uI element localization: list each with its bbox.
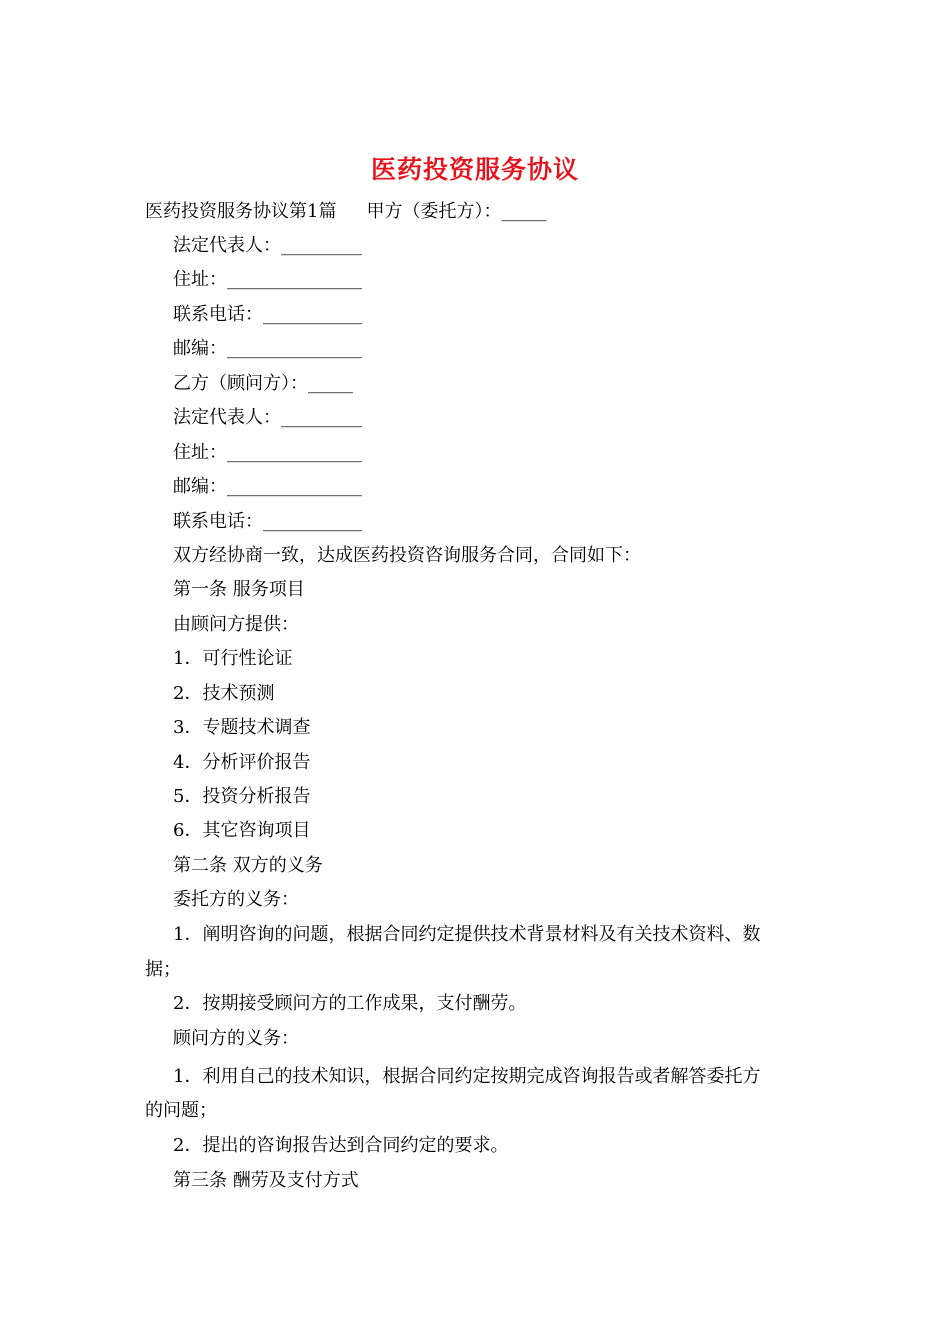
list-item: 4．分析评价报告	[173, 752, 311, 773]
preamble: 双方经协商一致，达成医药投资咨询服务合同，合同如下：	[173, 545, 641, 566]
list-item: 5．投资分析报告	[173, 786, 311, 807]
list-item: 3．专题技术调查	[173, 717, 311, 738]
client-duties-heading: 委托方的义务：	[173, 889, 299, 910]
advisor-duty-1: 1．利用自己的技术知识，根据合同约定按期完成咨询报告或者解答委托方	[173, 1066, 761, 1087]
client-duty-2: 2．按期接受顾问方的工作成果，支付酬劳。	[173, 993, 527, 1014]
intro-line	[145, 201, 546, 223]
client-duty-1: 1．阐明咨询的问题，根据合同约定提供技术背景材料及有关技术资料、数	[173, 924, 761, 945]
party-b-postcode: 邮编：_______________	[173, 476, 362, 497]
article-2-heading: 第二条 双方的义务	[173, 855, 323, 876]
advisor-duty-2: 2．提出的咨询报告达到合同约定的要求。	[173, 1135, 509, 1156]
party-b-legal-rep: 法定代表人：_________	[173, 407, 362, 428]
document-title: 医药投资服务协议	[370, 155, 579, 184]
list-item: 1．可行性论证	[173, 648, 293, 669]
party-b-phone: 联系电话：___________	[173, 511, 362, 532]
party-a-phone: 联系电话：___________	[173, 304, 362, 325]
party-a-name: 甲方（委托方）：_____	[366, 201, 547, 222]
party-a-postcode: 邮编：_______________	[173, 338, 362, 359]
list-item: 2．技术预测	[173, 683, 275, 704]
client-duty-1-continued: 据；	[145, 959, 181, 980]
intro-part-label: 医药投资服务协议第1篇	[145, 201, 337, 222]
advisor-duty-1-continued: 的问题；	[145, 1100, 217, 1121]
party-a-address: 住址：_______________	[173, 269, 362, 290]
list-item: 6．其它咨询项目	[173, 820, 311, 841]
article-1-heading: 第一条 服务项目	[173, 579, 305, 600]
article-1-lead: 由顾问方提供：	[173, 614, 299, 635]
party-b-name: 乙方（顾问方）：_____	[173, 373, 353, 394]
advisor-duties-heading: 顾问方的义务：	[173, 1028, 299, 1049]
party-b-address: 住址：_______________	[173, 442, 362, 463]
article-3-heading: 第三条 酬劳及支付方式	[173, 1170, 359, 1191]
party-a-legal-rep: 法定代表人：_________	[173, 235, 362, 256]
